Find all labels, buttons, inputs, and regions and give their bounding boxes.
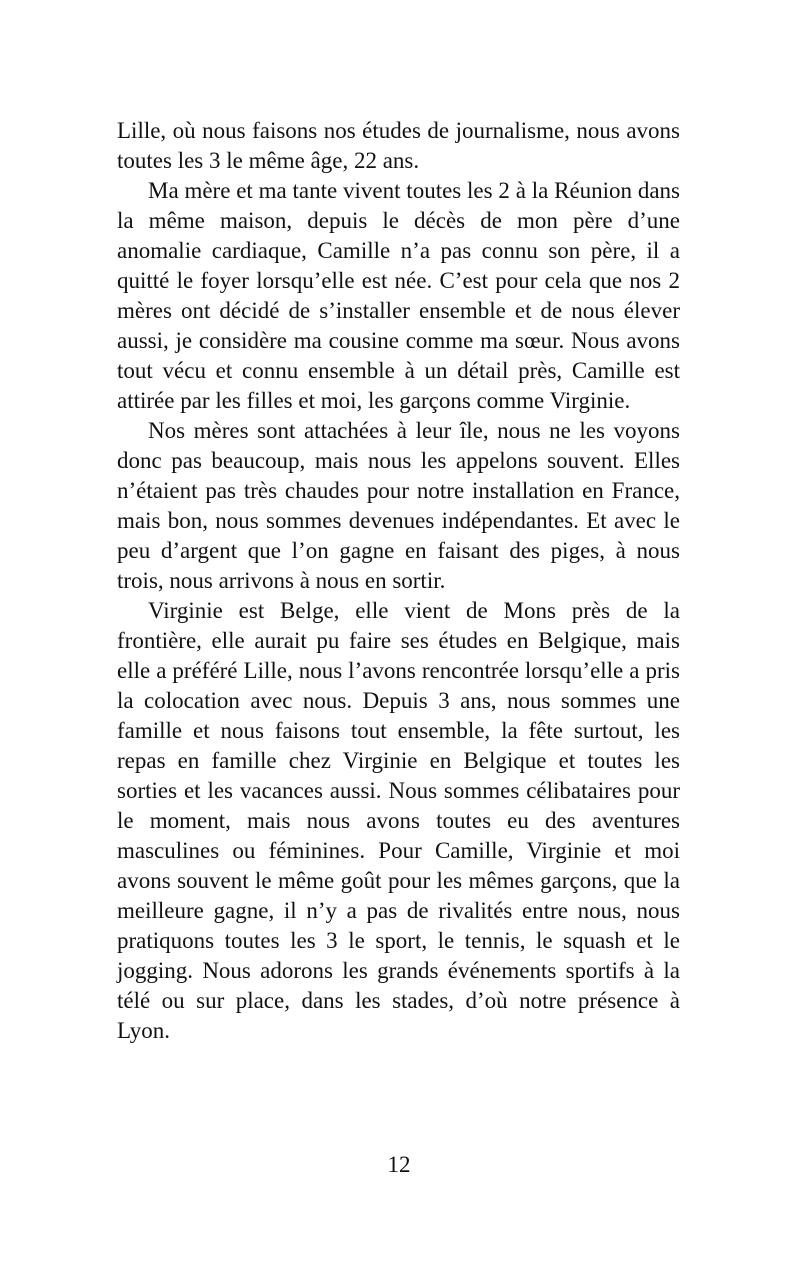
paragraph-4: Virginie est Belge, elle vient de Mons près de la frontière, elle aurait pu faire ses études en Belgique, mais elle a préféré Lille, nous l’avons rencontrée lorsqu’elle a pris la colocation avec nous. Depuis 3 ans, nous sommes une famille et nous faisons tout ensemble, la fête surtout, les repas en famille chez Virginie en Belgique et toutes les sorties et les vacances aussi. Nous sommes célibataires pour le moment, mais nous avons toutes eu des aventures masculines ou féminines. Pour Camille, Virginie et moi avons souvent le même goût pour les mêmes garçons, que la meilleure gagne, il n’y a pas de rivalités entre nous, nous pratiquons toutes les 3 le sport, le tennis, le squash et le jogging. Nous adorons les grands événements sportifs à la télé ou sur place, dans les stades, d’où notre présence à Lyon.	[117, 598, 680, 1043]
paragraph-1: Lille, où nous faisons nos études de journalisme, nous avons toutes les 3 le même âge, 22 ans.	[117, 118, 680, 173]
paragraph-3: Nos mères sont attachées à leur île, nous ne les voyons donc pas beaucoup, mais nous les appelons souvent. Elles n’étaient pas très chaudes pour notre installation en France, mais bon, nous sommes devenues indépendantes. Et avec le peu d’argent que l’on gagne en faisant des piges, à nous trois, nous arrivons à nous en sortir.	[117, 418, 680, 593]
page-number: 12	[387, 1152, 411, 1177]
page-body	[117, 116, 680, 1046]
paragraph-2: Ma mère et ma tante vivent toutes les 2 à la Réunion dans la même maison, depuis le décès de mon père d’une anomalie cardiaque, Camille n’a pas connu son père, il a quitté le foyer lorsqu’elle est née. C’est pour cela que nos 2 mères ont décidé de s’installer ensemble et de nous élever aussi, je considère ma cousine comme ma sœur. Nous avons tout vécu et connu ensemble à un détail près, Camille est attirée par les filles et moi, les garçons comme Virginie.	[117, 178, 680, 413]
